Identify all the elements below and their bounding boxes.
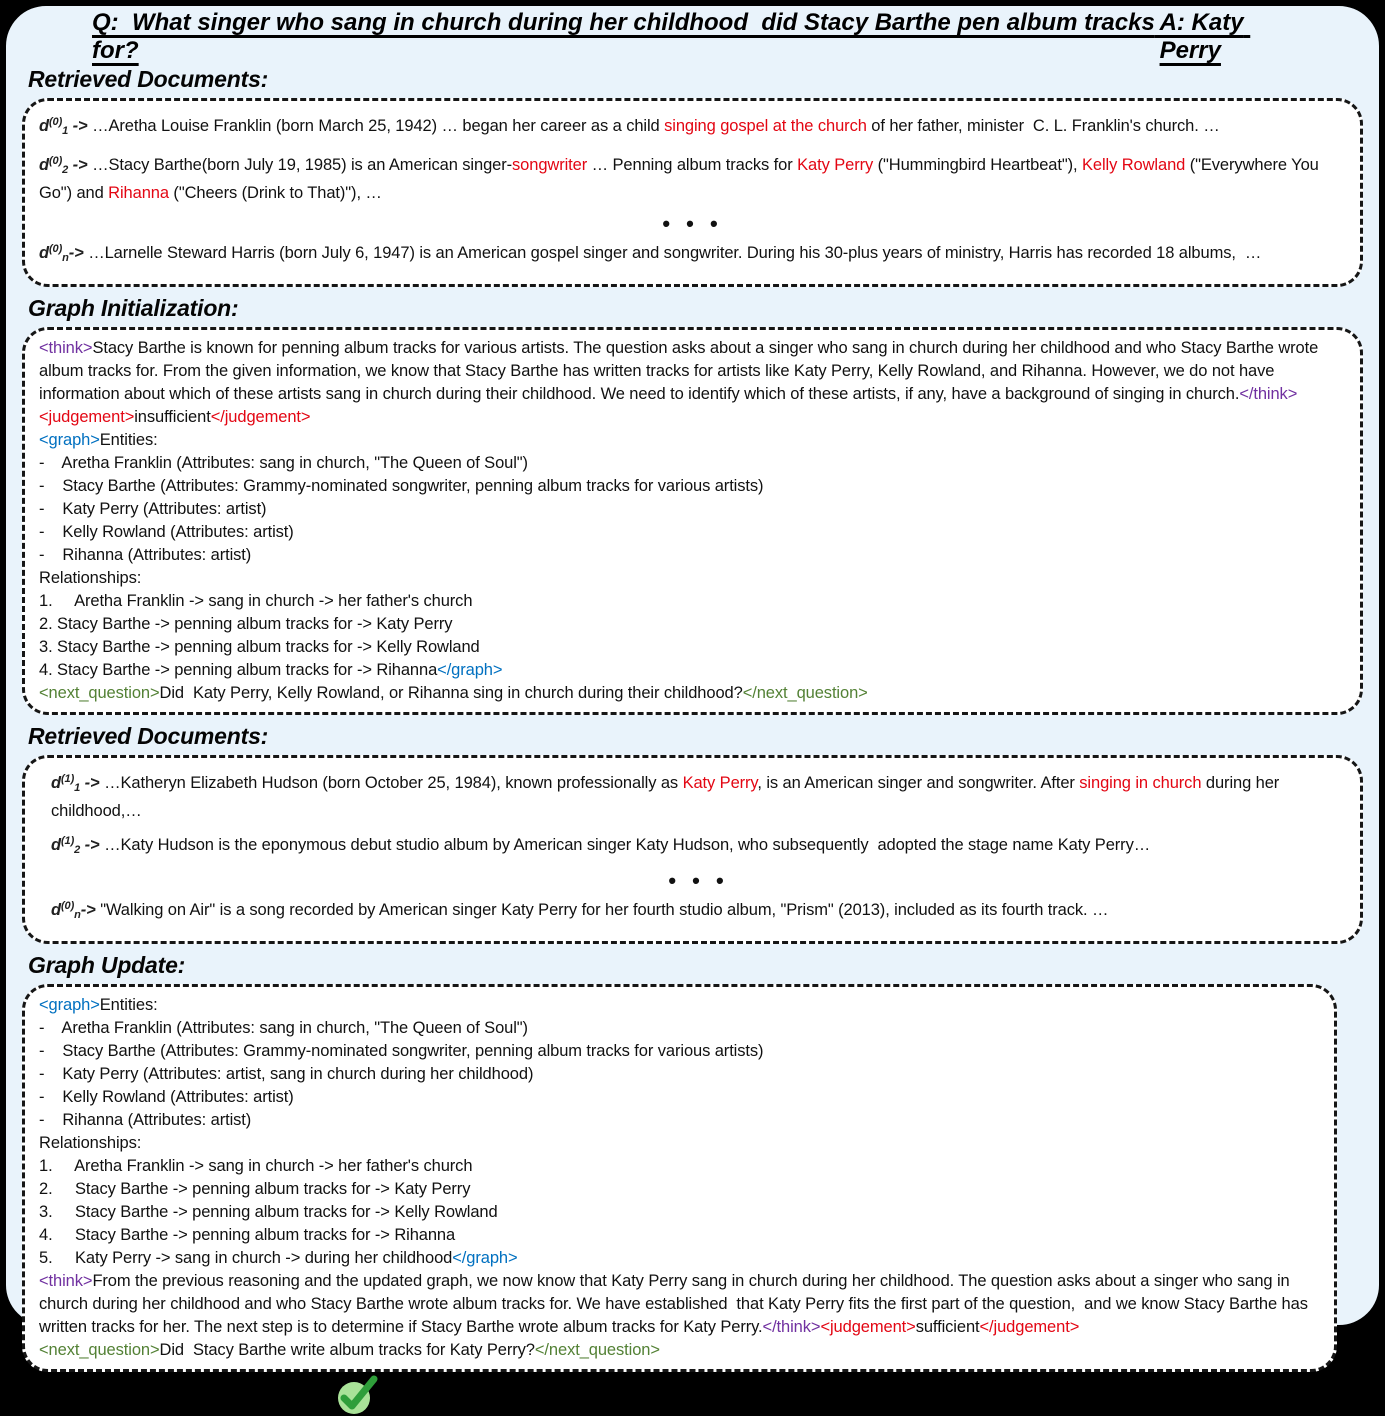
entity-item bbox=[39, 1063, 1320, 1086]
text-segment: Entities: bbox=[99, 431, 158, 449]
text-segment: Did Stacy Barthe write album tracks for Katy Perry? bbox=[159, 1341, 535, 1359]
relationship-item bbox=[39, 613, 1346, 636]
text-segment: - Kelly Rowland (Attributes: artist) bbox=[39, 523, 294, 541]
red-segment: Katy Perry bbox=[682, 774, 758, 792]
graph-tag-segment: <graph> bbox=[39, 431, 100, 449]
doc-row bbox=[51, 895, 1346, 927]
text-segment: Relationships: bbox=[39, 569, 142, 587]
dsub-segment: 1 bbox=[74, 782, 81, 794]
think-paragraph bbox=[39, 1270, 1320, 1339]
text-segment: • • • bbox=[662, 211, 723, 236]
text-segment: 4. Stacy Barthe -> penning album tracks for -> Rihanna bbox=[39, 661, 438, 679]
relationships-header bbox=[39, 1132, 1320, 1155]
graph-update-box bbox=[22, 984, 1337, 1372]
retrieved-docs-2-box bbox=[22, 755, 1363, 944]
relationships-header bbox=[39, 567, 1346, 590]
text-segment: … Penning album tracks for bbox=[587, 156, 798, 174]
dsup-segment: (0) bbox=[60, 900, 75, 912]
dsub-segment: 1 bbox=[62, 125, 69, 137]
judgement-tag-segment: <judgement> bbox=[39, 408, 135, 426]
relationship-item bbox=[39, 1224, 1320, 1247]
text-segment: insufficient bbox=[134, 408, 211, 426]
entity-item bbox=[39, 475, 1346, 498]
dlbl-segment: d bbox=[51, 836, 61, 854]
final-answer-label: Final Answer: bbox=[32, 1383, 195, 1412]
text-segment: - Rihanna (Attributes: artist) bbox=[39, 546, 252, 564]
dlbl-segment: d bbox=[39, 244, 49, 262]
entity-item bbox=[39, 1109, 1320, 1132]
dlbl-segment: -> bbox=[68, 117, 93, 135]
dsub-segment: n bbox=[62, 252, 69, 264]
dlbl-segment: d bbox=[39, 117, 49, 135]
dsup-segment: (0) bbox=[48, 243, 63, 255]
text-segment: …Katy Hudson is the eponymous debut studio album by American singer Katy Hudson, who subsequently adopted the stage name Katy Perry… bbox=[104, 836, 1151, 854]
red-segment: Katy Perry bbox=[797, 156, 874, 174]
text-segment: , is an American singer and songwriter. After bbox=[757, 774, 1080, 792]
entity-item bbox=[39, 1017, 1320, 1040]
text-segment: • • • bbox=[668, 868, 729, 893]
graph-init-box bbox=[22, 327, 1363, 715]
text-segment: 2. Stacy Barthe -> penning album tracks for -> Katy Perry bbox=[39, 615, 453, 633]
doc-row bbox=[51, 768, 1346, 823]
entity-item bbox=[39, 1040, 1320, 1063]
text-segment: 1. Aretha Franklin -> sang in church -> her father's church bbox=[39, 592, 473, 610]
text-segment: "Walking on Air" is a song recorded by American singer Katy Perry for her fourth studio album, "Prism" (2013), included as its fourth track. … bbox=[100, 901, 1109, 919]
final-answer-value: Katy Perry bbox=[203, 1383, 329, 1412]
dlbl-segment: -> bbox=[80, 901, 101, 919]
text-segment: ("Everywhere You Go") and bbox=[39, 156, 1324, 202]
dlbl-segment: -> bbox=[80, 836, 105, 854]
dsub-segment: 2 bbox=[74, 844, 81, 856]
dlbl-segment: -> bbox=[68, 244, 89, 262]
think-tag-segment: <think> bbox=[39, 339, 93, 357]
text-segment: - Aretha Franklin (Attributes: sang in church, "The Queen of Soul") bbox=[39, 454, 528, 472]
doc-row bbox=[39, 150, 1346, 205]
doc-row bbox=[51, 830, 1346, 862]
dsup-segment: (1) bbox=[60, 835, 75, 847]
think-paragraph bbox=[39, 337, 1346, 429]
dlbl-segment: d bbox=[51, 901, 61, 919]
dlbl-segment: d bbox=[51, 774, 61, 792]
relationship-item bbox=[39, 1155, 1320, 1178]
text-segment: 2. Stacy Barthe -> penning album tracks for -> Katy Perry bbox=[39, 1180, 471, 1198]
text-segment: sufficient bbox=[915, 1318, 980, 1336]
text-segment: 5. Katy Perry -> sang in church -> during her childhood bbox=[39, 1249, 453, 1267]
text-segment: 3. Stacy Barthe -> penning album tracks for -> Kelly Rowland bbox=[39, 1203, 498, 1221]
ellipsis-row bbox=[51, 869, 1346, 892]
judgement-tag-segment: <judgement> bbox=[820, 1318, 916, 1336]
text-segment: 4. Stacy Barthe -> penning album tracks for -> Rihanna bbox=[39, 1226, 456, 1244]
text-segment: - Aretha Franklin (Attributes: sang in church, "The Queen of Soul") bbox=[39, 1019, 528, 1037]
question-text: Q: What singer who sang in church during her childhood did Stacy Barthe pen album tracks for? bbox=[92, 9, 1162, 64]
dsup-segment: (0) bbox=[48, 116, 63, 128]
text-segment: …Larnelle Steward Harris (born July 6, 1947) is an American gospel singer and songwriter. During his 30-plus years of ministry, Harris has recorded 18 albums, … bbox=[88, 244, 1262, 262]
retrieved-docs-1-heading: Retrieved Documents: bbox=[28, 66, 269, 92]
next-question bbox=[39, 682, 1346, 705]
relationship-item bbox=[39, 1247, 1320, 1270]
dlbl-segment: -> bbox=[80, 774, 105, 792]
text-segment: …Katheryn Elizabeth Hudson (born October 25, 1984), known professionally as bbox=[104, 774, 683, 792]
checkmark-icon bbox=[334, 1372, 380, 1416]
dlbl-segment: -> bbox=[68, 156, 93, 174]
red-segment: Rihanna bbox=[108, 184, 169, 202]
text-segment: From the previous reasoning and the updated graph, we now know that Katy Perry sang in church during her childhood. The question asks about a singer who sang in church during her childhood and who Stacy Barthe wrote album tracks for. We have established that Katy Perry fits the first part of the question, and we know Stacy Barthe has written tracks for her. The next step is to determine if Stacy Barthe wrote album tracks for Katy Perry. bbox=[39, 1272, 1313, 1336]
graph-entities-header bbox=[39, 994, 1320, 1017]
nq-tag-segment: <next_question> bbox=[39, 684, 160, 702]
text-segment: of her father, minister C. L. Franklin's church. … bbox=[866, 117, 1220, 135]
text-segment: ("Hummingbird Heartbeat"), bbox=[873, 156, 1082, 174]
doc-row bbox=[39, 111, 1346, 143]
graph-tag-segment: </graph> bbox=[437, 661, 503, 679]
red-segment: Kelly Rowland bbox=[1081, 156, 1186, 174]
graph-entities-header bbox=[39, 429, 1346, 452]
nq-tag-segment: <next_question> bbox=[39, 1341, 160, 1359]
dsub-segment: n bbox=[74, 909, 81, 921]
think-tag-segment: </think> bbox=[762, 1318, 821, 1336]
next-question bbox=[39, 1339, 1320, 1362]
relationship-item bbox=[39, 1178, 1320, 1201]
retrieved-docs-1-box bbox=[22, 98, 1363, 287]
entity-item bbox=[39, 521, 1346, 544]
text-segment: Relationships: bbox=[39, 1134, 142, 1152]
red-segment: singing gospel at the church bbox=[664, 117, 867, 135]
graph-update-heading: Graph Update: bbox=[28, 952, 186, 978]
text-segment: - Rihanna (Attributes: artist) bbox=[39, 1111, 252, 1129]
entity-item bbox=[39, 1086, 1320, 1109]
question-answer-row bbox=[22, 9, 1363, 64]
text-segment: - Stacy Barthe (Attributes: Grammy-nominated songwriter, penning album tracks for various artists) bbox=[39, 1042, 764, 1060]
text-segment: …Stacy Barthe(born July 19, 1985) is an American singer- bbox=[92, 156, 513, 174]
entity-item bbox=[39, 452, 1346, 475]
text-segment: during her childhood,… bbox=[51, 774, 1284, 820]
text-segment: 3. Stacy Barthe -> penning album tracks for -> Kelly Rowland bbox=[39, 638, 480, 656]
text-segment: Entities: bbox=[99, 996, 158, 1014]
relationship-item bbox=[39, 636, 1346, 659]
relationship-item bbox=[39, 1201, 1320, 1224]
text-segment: ("Cheers (Drink to That)"), … bbox=[168, 184, 382, 202]
answer-text: A: Katy Perry bbox=[1159, 9, 1251, 64]
ellipsis-row bbox=[39, 212, 1346, 235]
entity-item bbox=[39, 544, 1346, 567]
graph-tag-segment: </graph> bbox=[452, 1249, 518, 1267]
red-segment: songwriter bbox=[512, 156, 588, 174]
text-segment: Stacy Barthe is known for penning album tracks for various artists. The question asks about a singer who sang in church during her childhood and who Stacy Barthe wrote album tracks for. From the given information, we know that Stacy Barthe has written tracks for artists like Katy Perry, Kelly Rowland, and Rihanna. However, we do not have information about which of these artists sang in church during their childhood. We need to identify which of these artists, if any, have a background of singing in church. bbox=[39, 339, 1323, 403]
relationship-item bbox=[39, 659, 1346, 682]
judgement-tag-segment: </judgement> bbox=[979, 1318, 1080, 1336]
text-segment: - Kelly Rowland (Attributes: artist) bbox=[39, 1088, 294, 1106]
think-tag-segment: <think> bbox=[39, 1272, 93, 1290]
dsup-segment: (0) bbox=[48, 155, 63, 167]
final-answer-row bbox=[32, 1380, 1363, 1416]
red-segment: singing in church bbox=[1079, 774, 1202, 792]
retrieved-docs-2-heading: Retrieved Documents: bbox=[28, 723, 269, 749]
entity-item bbox=[39, 498, 1346, 521]
doc-row bbox=[39, 238, 1346, 270]
text-segment: …Aretha Louise Franklin (born March 25, 1942) … began her career as a child bbox=[92, 117, 665, 135]
dsub-segment: 2 bbox=[62, 164, 69, 176]
text-segment: - Stacy Barthe (Attributes: Grammy-nominated songwriter, penning album tracks for various artists) bbox=[39, 477, 764, 495]
dlbl-segment: d bbox=[39, 156, 49, 174]
text-segment: 1. Aretha Franklin -> sang in church -> her father's church bbox=[39, 1157, 473, 1175]
judgement-tag-segment: </judgement> bbox=[210, 408, 311, 426]
dsup-segment: (1) bbox=[60, 773, 75, 785]
nq-tag-segment: </next_question> bbox=[534, 1341, 660, 1359]
text-segment: - Katy Perry (Attributes: artist, sang in church during her childhood) bbox=[39, 1065, 534, 1083]
text-segment: - Katy Perry (Attributes: artist) bbox=[39, 500, 267, 518]
graph-init-heading: Graph Initialization: bbox=[28, 295, 239, 321]
text-segment: Did Katy Perry, Kelly Rowland, or Rihanna sing in church during their childhood? bbox=[159, 684, 743, 702]
relationship-item bbox=[39, 590, 1346, 613]
think-tag-segment: </think> bbox=[1239, 385, 1298, 403]
graph-tag-segment: <graph> bbox=[39, 996, 100, 1014]
nq-tag-segment: </next_question> bbox=[742, 684, 868, 702]
